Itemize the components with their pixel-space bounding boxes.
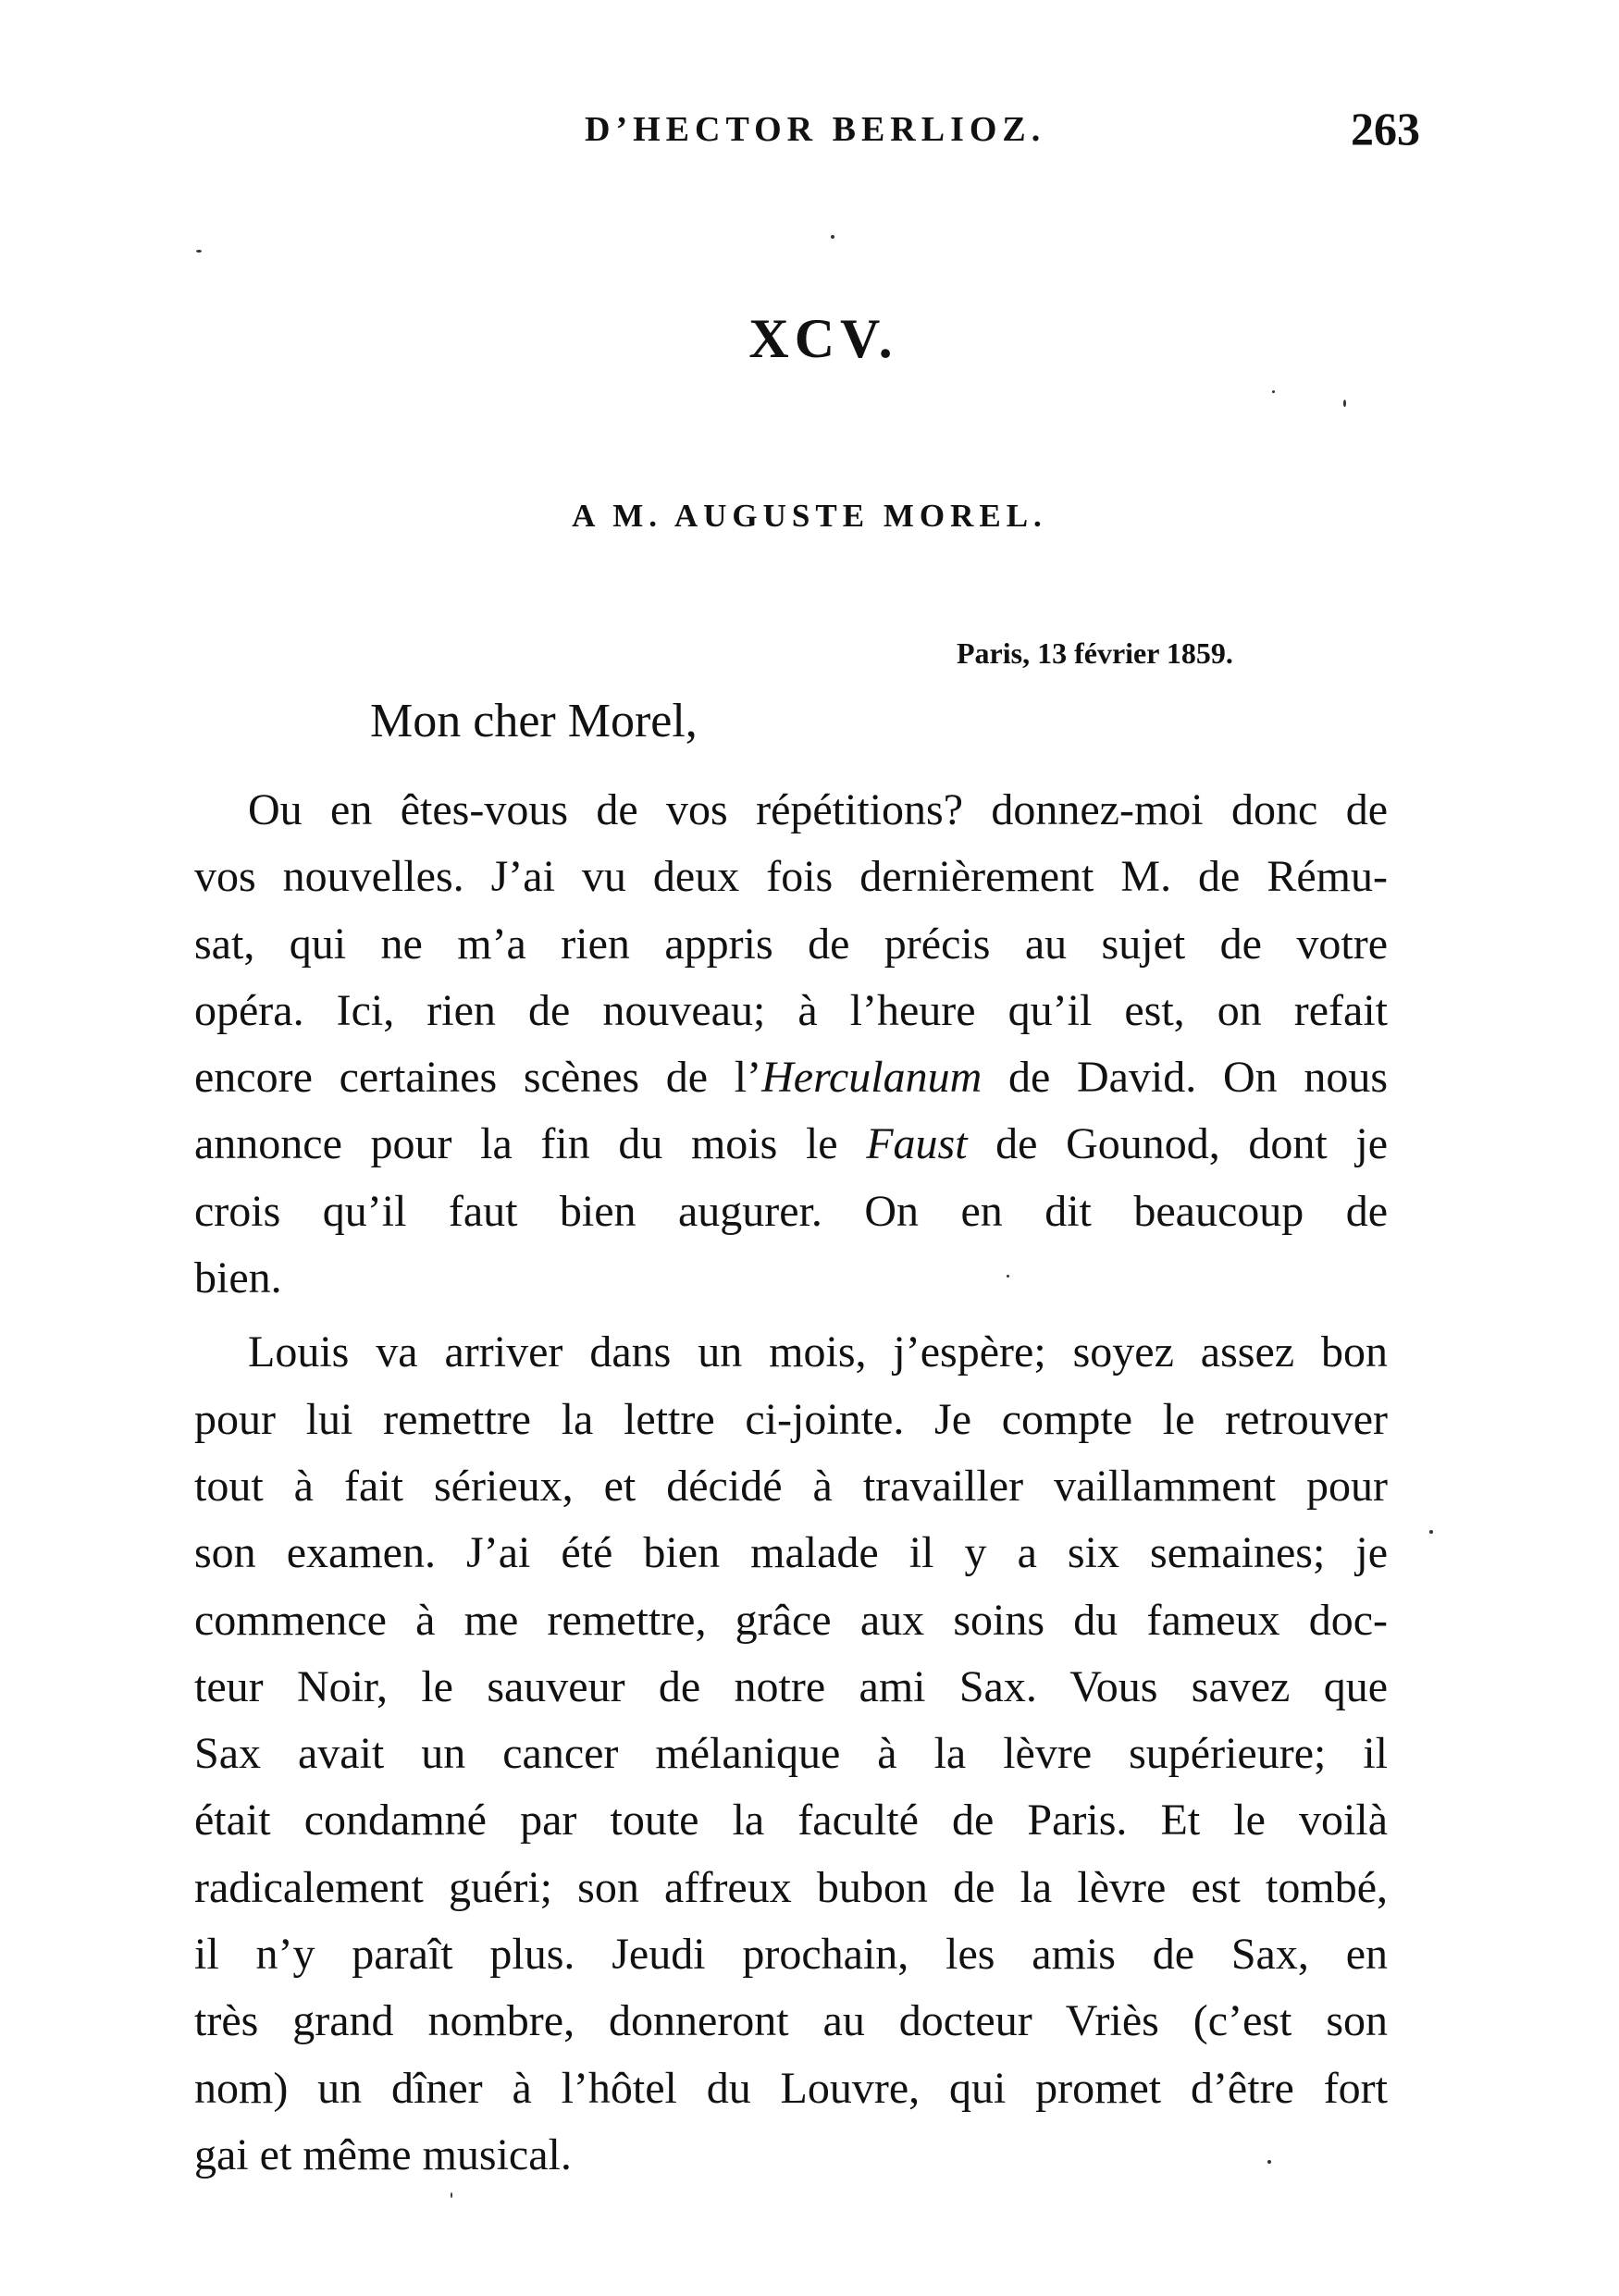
text-line — [194, 1387, 1388, 1453]
text-line — [194, 1721, 1388, 1787]
text-line — [194, 1520, 1388, 1586]
text-segment: encore certaines scènes de l’ — [194, 1053, 762, 1103]
scan-speck — [1007, 1275, 1009, 1278]
text-segment: pour lui remettre la lettre ci-jointe. Je compte le retrouver — [194, 1394, 1388, 1444]
paragraph-gap — [194, 1312, 1388, 1319]
text-line — [194, 978, 1388, 1044]
text-segment: sat, qui ne m’a rien appris de précis au sujet de votre — [194, 919, 1388, 969]
page-header — [0, 103, 1619, 165]
text-segment: était condamné par toute la faculté de Paris. Et le voilà — [194, 1796, 1388, 1845]
paragraph — [194, 1319, 1388, 2189]
text-segment: commence à me remettre, grâce aux soins du fameux doc- — [194, 1595, 1388, 1645]
text-line — [194, 1787, 1388, 1854]
paragraph — [194, 777, 1388, 1312]
text-segment: Louis va arriver dans un mois, j’espère; soyez assez bon — [248, 1327, 1388, 1377]
letter-body — [194, 777, 1388, 2189]
text-segment: Sax avait un cancer mélanique à la lèvre supérieure; il — [194, 1729, 1388, 1779]
text-segment: tout à fait sérieux, et décidé à travailler vaillamment pour — [194, 1461, 1388, 1511]
text-line — [194, 1921, 1388, 1988]
text-line — [194, 1587, 1388, 1654]
page-number: 263 — [1351, 103, 1420, 154]
letter-recipient: A M. AUGUSTE MOREL. — [572, 498, 1047, 534]
text-segment: bien. — [194, 1253, 282, 1303]
scan-speck — [1272, 390, 1275, 393]
letter-salutation: Mon cher Morel, — [370, 695, 698, 747]
text-segment: annonce pour la fin du mois le — [194, 1119, 867, 1169]
text-line — [194, 1111, 1388, 1178]
text-line — [194, 2055, 1388, 2122]
text-segment: il n’y paraît plus. Jeudi prochain, les amis de Sax, en — [194, 1930, 1388, 1980]
text-line — [194, 1179, 1388, 1245]
scan-speck — [451, 2192, 452, 2198]
running-title: D’HECTOR BERLIOZ. — [585, 110, 1046, 149]
text-segment: radicalement guéri; son affreux bubon de la lèvre est tombé, — [194, 1862, 1388, 1912]
text-segment: gai et même musical. — [194, 2129, 572, 2179]
text-segment: crois qu’il faut bien augurer. On en dit beaucoup de — [194, 1186, 1388, 1236]
text-line — [194, 1319, 1388, 1386]
text-line — [194, 777, 1388, 844]
text-segment: Ou en êtes-vous de vos répétitions? donnez-moi donc de — [248, 785, 1388, 834]
text-line — [194, 1453, 1388, 1520]
italic-title: Faust — [866, 1119, 968, 1169]
text-line — [194, 844, 1388, 910]
text-segment: vos nouvelles. J’ai vu deux fois dernièrement M. de Rému- — [194, 852, 1388, 902]
text-line — [194, 1855, 1388, 1921]
text-segment: très grand nombre, donneront au docteur Vriès (c’est son — [194, 1996, 1388, 2046]
text-line — [194, 911, 1388, 978]
italic-title: Herculanum — [761, 1053, 983, 1103]
text-line — [194, 1654, 1388, 1721]
scan-speck — [831, 235, 834, 239]
letter-number: XCV. — [748, 308, 898, 369]
text-segment: de Gounod, dont je — [967, 1119, 1388, 1169]
text-line — [194, 2122, 1388, 2189]
text-segment: teur Noir, le sauveur de notre ami Sax. Vous savez que — [194, 1661, 1388, 1711]
text-line — [194, 1988, 1388, 2055]
text-segment: de David. On nous — [982, 1053, 1388, 1103]
text-line — [194, 1044, 1388, 1111]
scan-speck — [1429, 1530, 1433, 1534]
text-line — [194, 1245, 1388, 1312]
scan-speck — [1343, 400, 1346, 407]
text-segment: opéra. Ici, rien de nouveau; à l’heure qu’il est, on refait — [194, 985, 1388, 1035]
scan-speck — [196, 250, 202, 253]
scan-speck — [1267, 2160, 1271, 2164]
letter-dateline: Paris, 13 février 1859. — [957, 636, 1233, 670]
text-segment: son examen. J’ai été bien malade il y a six semaines; je — [194, 1528, 1388, 1578]
text-segment: nom) un dîner à l’hôtel du Louvre, qui promet d’être fort — [194, 2063, 1388, 2113]
